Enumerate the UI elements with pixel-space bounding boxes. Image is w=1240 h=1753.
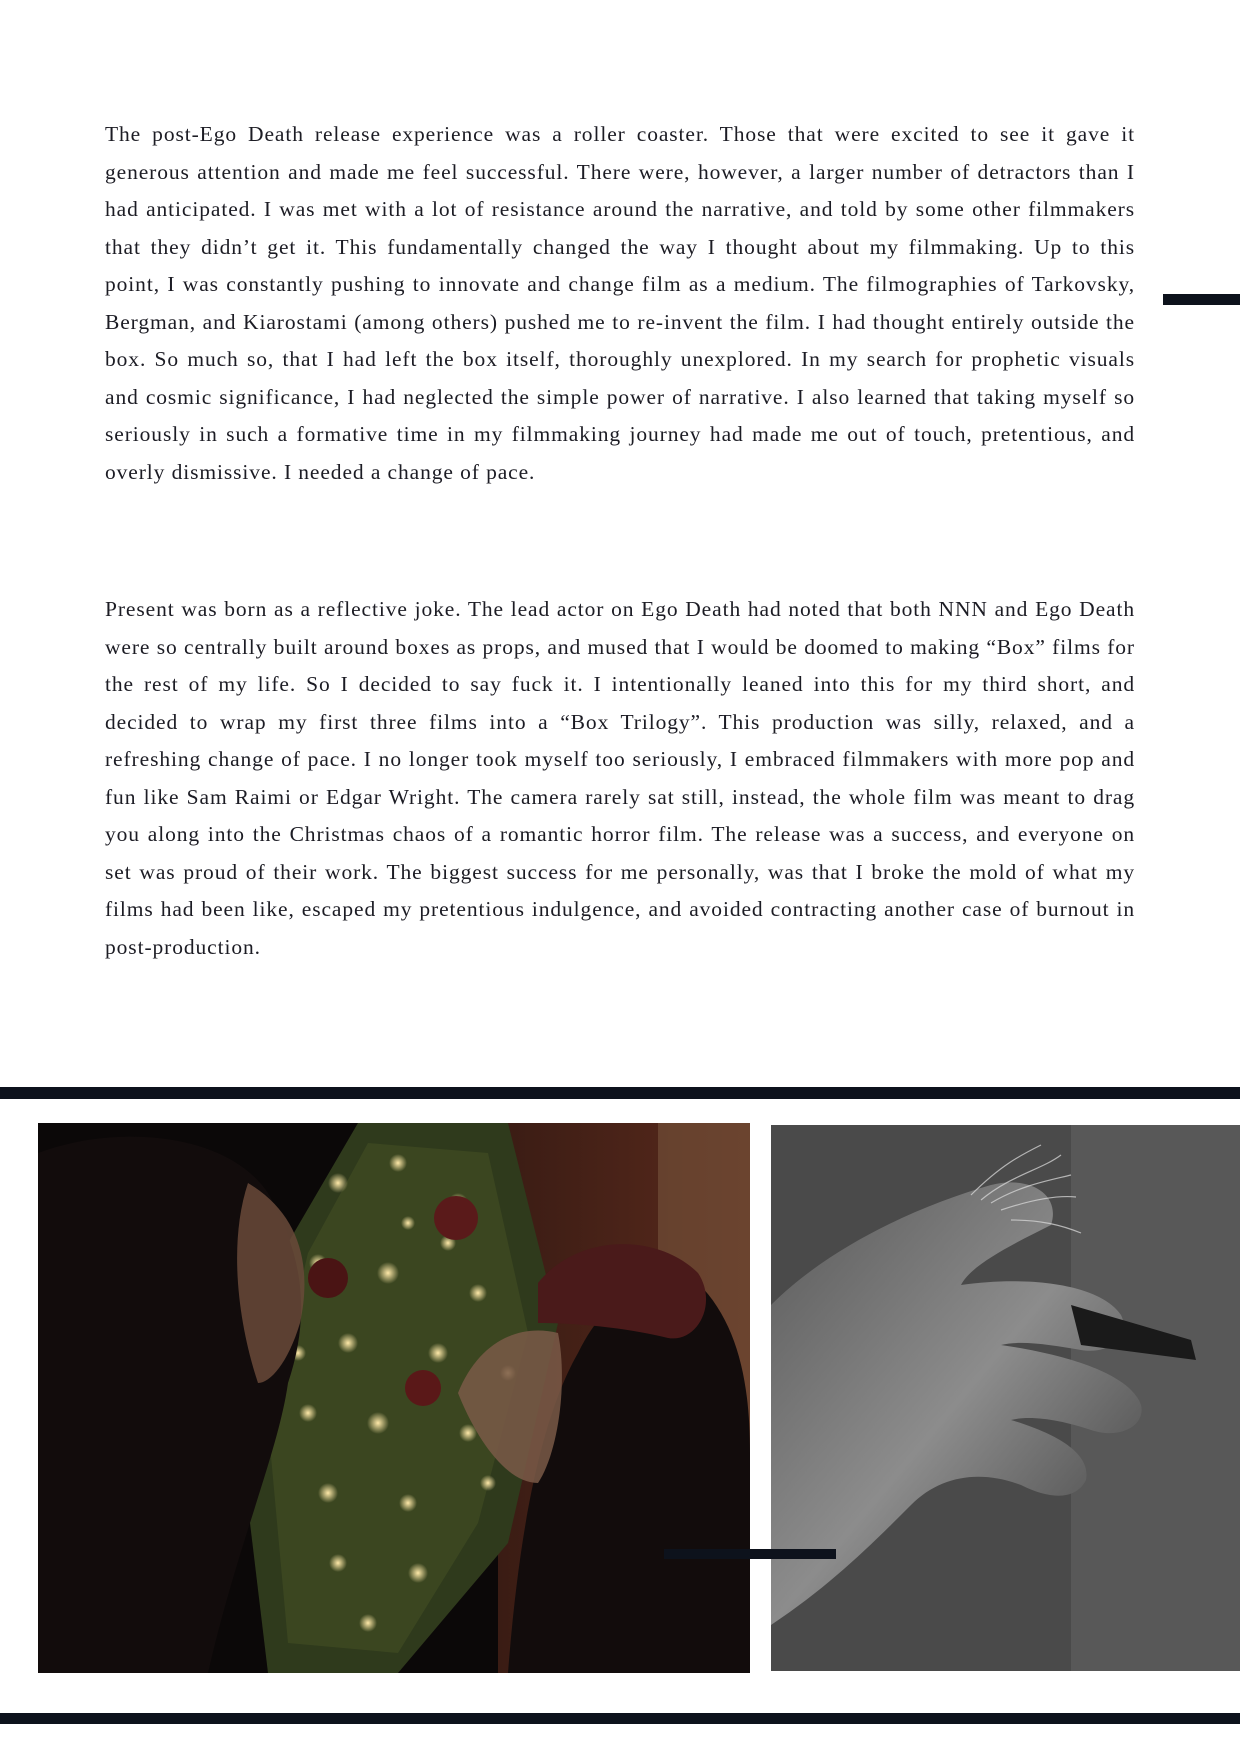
decorative-band-bottom xyxy=(0,1713,1240,1724)
paragraph-reflection: The post-Ego Death release experience was a roller coaster. Those that were excited to see it gave it generous attention and made me feel successful. There were, however, a larger number of detractors than I had anticipated. I was met with a lot of resistance around the narrative, and told by some other filmmakers that they didn’t get it. This fundamentally changed the way I thought about my filmmaking. Up to this point, I was constantly pushing to innovate and change film as a medium. The filmographies of Tarkovsky, Bergman, and Kiarostami (among others) pushed me to re-invent the film. I had thought entirely outside the box. So much so, that I had left the box itself, thoroughly unexplored. In my search for prophetic visuals and cosmic significance, I had neglected the simple power of narrative. I also learned that taking myself so seriously in such a formative time in my filmmaking journey had made me out of touch, pretentious, and overly dismissive. I needed a change of pace. xyxy=(105,122,1135,484)
decorative-rule-right xyxy=(1163,294,1240,305)
christmas-tree-couple-photo xyxy=(38,1123,750,1673)
decorative-overlay-bar xyxy=(664,1549,836,1559)
decorative-band-top xyxy=(0,1087,1240,1099)
paragraph-present: Present was born as a reflective joke. The lead actor on Ego Death had noted that both NNN and Ego Death were so centrally built around boxes as props, and mused that I would be doomed to making “Box” films for the rest of my life. So I decided to say fuck it. I intentionally leaned into this for my third short, and decided to wrap my first three films into a “Box Trilogy”. This production was silly, relaxed, and a refreshing change of pace. I no longer took myself too seriously, I embraced filmmakers with more pop and fun like Sam Raimi or Edgar Wright. The camera rarely sat still, instead, the whole film was meant to drag you along into the Christmas chaos of a romantic horror film. The release was a success, and everyone on set was proud of their work. The biggest success for me personally, was that I broke the mold of what my films had been like, escaped my pretentious indulgence, and avoided contracting another case of burnout in post-production. xyxy=(105,597,1135,959)
black-and-white-hand-photo xyxy=(771,1125,1240,1671)
